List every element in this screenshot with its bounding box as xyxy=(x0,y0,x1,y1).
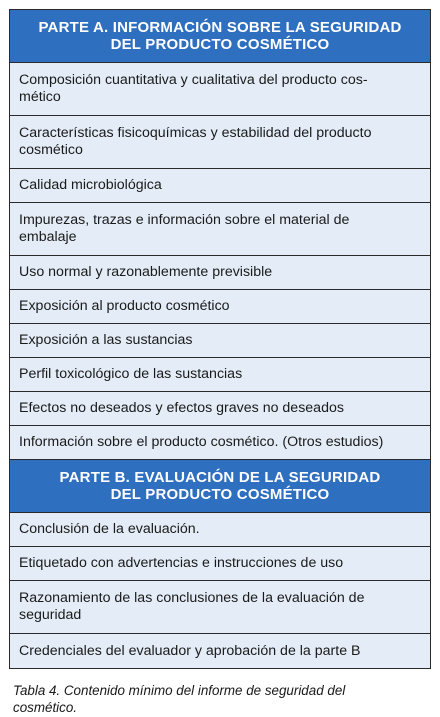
table-row xyxy=(10,290,430,324)
part-a-title-line2: DEL PRODUCTO COSMÉTICO xyxy=(110,36,330,53)
row-text-line: Impurezas, trazas e información sobre el material de xyxy=(19,212,350,228)
part-b-title-line2: DEL PRODUCTO COSMÉTICO xyxy=(110,486,330,503)
row-text-line: cosmético xyxy=(19,142,83,158)
row-text-line: Conclusión de la evaluación. xyxy=(19,521,200,537)
row-text-line: Perfil toxicológico de las sustancias xyxy=(19,366,243,382)
caption-line1: Tabla 4. Contenido mínimo del informe de seguridad del xyxy=(13,683,346,698)
part-a-header xyxy=(10,10,430,63)
table-row xyxy=(10,634,430,668)
caption-line2: cosmético. xyxy=(13,700,77,715)
table-row xyxy=(10,358,430,392)
row-text-line: Información sobre el producto cosmético. (Otros estudios) xyxy=(19,434,384,450)
table-row xyxy=(10,63,430,116)
row-text-line: Efectos no deseados y efectos graves no deseados xyxy=(19,400,344,416)
row-text-line: seguridad xyxy=(19,607,82,623)
row-text-line: Uso normal y razonablemente previsible xyxy=(19,264,273,280)
row-text-line: embalaje xyxy=(19,229,77,245)
table-row xyxy=(10,324,430,358)
safety-report-table xyxy=(9,9,431,669)
table-caption xyxy=(13,682,423,716)
table-row xyxy=(10,513,430,547)
row-text-line: Etiquetado con advertencias e instrucciones de uso xyxy=(19,555,344,571)
row-text-line: Características fisicoquímicas y estabilidad del producto xyxy=(19,125,372,141)
table-row xyxy=(10,581,430,634)
table-row xyxy=(10,116,430,169)
row-text-line: Razonamiento de las conclusiones de la evaluación de xyxy=(19,590,365,606)
table-row xyxy=(10,203,430,256)
part-b-title-line1: PARTE B. EVALUACIÓN DE LA SEGURIDAD xyxy=(59,469,381,486)
table-row xyxy=(10,169,430,203)
row-text-line: Exposición al producto cosmético xyxy=(19,298,230,314)
part-a-title-line1: PARTE A. INFORMACIÓN SOBRE LA SEGURIDAD xyxy=(38,19,402,36)
row-text-line: mético xyxy=(19,89,61,105)
table-row xyxy=(10,392,430,426)
row-text-line: Exposición a las sustancias xyxy=(19,332,193,348)
row-text-line: Composición cuantitativa y cualitativa del producto cos- xyxy=(19,72,368,88)
row-text-line: Calidad microbiológica xyxy=(19,177,162,193)
table-row xyxy=(10,426,430,460)
row-text-line: Credenciales del evaluador y aprobación de la parte B xyxy=(19,642,361,659)
table-row xyxy=(10,256,430,290)
table-row xyxy=(10,547,430,581)
part-b-header xyxy=(10,460,430,513)
